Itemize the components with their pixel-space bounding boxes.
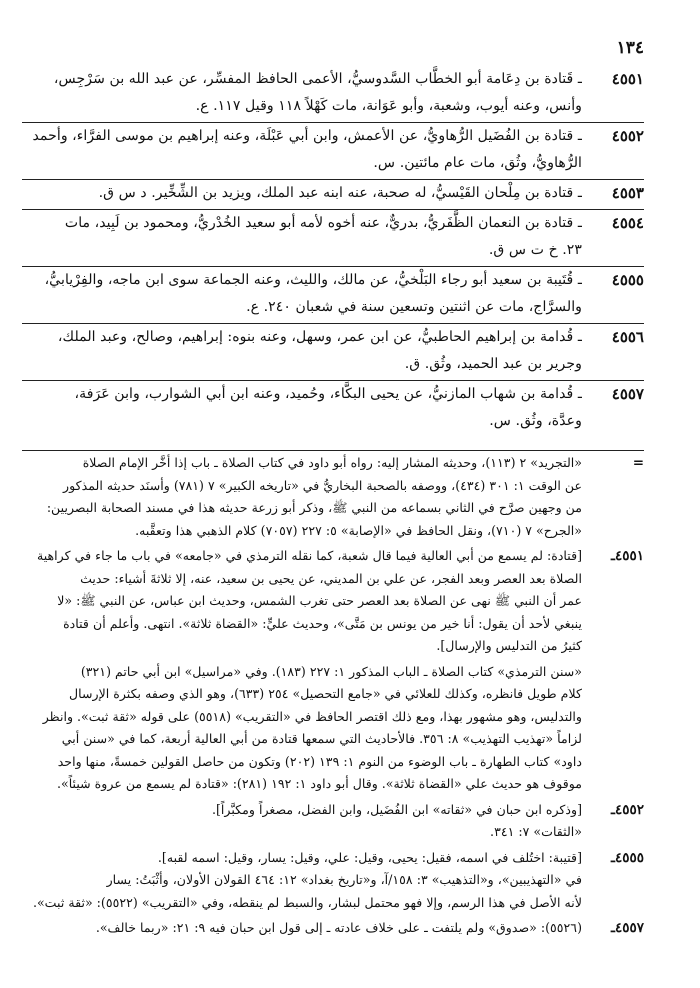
entrie-text-line: وجرير بن عبد الحميد، وثُق. ق.	[404, 356, 582, 372]
entrie-item	[22, 210, 644, 264]
note-text-line: في «التهذيبين»، و«التذهيب» ٣: ١٥٨/آ، و«تاريخ بغداد» ١٢: ٤٦٤ القولان الأولان، وأثْبَتُ: يسار	[106, 872, 582, 887]
entrie-text-line: ـ قتادة بن مِلْحان القَيْسيُّ، له صحبة، عنه ابنه عبد الملك، ويزيد بن الشِّخِّير. د س ق.	[98, 185, 582, 201]
note-item	[22, 661, 644, 796]
entrie-text-line: وأنس، وعنه أيوب، وشعبة، وأبو عَوَانة، مات كَهْلاً ١١٨ وقيل ١١٧. ع.	[195, 98, 582, 114]
entrie-text-line: الرُّهاويُّ، وثُق، مات عام مائتين. س.	[373, 155, 582, 171]
note-text-line: لأنه الأصل في هذا الرسم، وإلا فهو محتمل لبشار، والسبط لم ينقطه، وفي «التقريب» (٥٥٢٢): «ثقة ثبت».	[32, 894, 582, 910]
note-text-line: (٥٥٢٦): «صدوق» ولم يلتفت ـ على خلاف عادته ـ إلى قول ابن حبان فيه ٩: ٢١: «ربما خالف».	[95, 920, 582, 935]
note-text-line: الصلاة بعد العصر وبعد الفجر، عن علي بن المديني، عن يحيى بن سعيد، عنه، إلا ثلاثةَ أشياء: حديث	[80, 570, 582, 586]
entrie-text-line: والسرَّاج، مات عن اثنتين وتسعين سنة في شعبان ٢٤٠. ع.	[246, 299, 582, 315]
entrie-number: ٤٥٥١	[611, 70, 644, 88]
entrie-item	[22, 324, 644, 378]
footnote-separator	[22, 450, 644, 451]
note-text-line: عن الوقت ١: ٣٠١ (٤٣٤)، ووصفه بالصحبة البخاريُّ في «تاريخه الكبير» ٧ (٧٨١) وأسنَد حديثه المذكور	[63, 477, 582, 493]
entrie-number: ٤٥٥٤	[611, 214, 644, 232]
note-number: ٤٥٥٧ـ	[611, 920, 644, 936]
entrie-number: ٤٥٥٦	[611, 328, 644, 346]
entrie-text-line: ـ قُتَيبة بن سعيد أبو رجاء البَلْخيُّ، عن مالك، والليث، وعنه الجماعة سوى ابن ماجه، والفِرْيابيُّ،	[44, 272, 582, 288]
note-number: ٤٥٥٢ـ	[611, 801, 644, 818]
note-text-line: «سنن الترمذي» كتاب الصلاة ـ الباب المذكور ١: ٢٢٧ (١٨٣). وفي «مراسيل» ابن أبي حاتم (٣٢١)	[80, 663, 582, 679]
entrie-item	[22, 180, 644, 207]
entrie-text-line: ٢٣. خ ت س ق.	[488, 242, 582, 258]
entrie-number: ٤٥٥٣	[611, 184, 644, 202]
page-number: ١٣٤	[616, 38, 644, 58]
entrie-item	[22, 66, 644, 120]
note-text-line: من وجهين صرَّح في الثاني بسماعه من النبي ﷺ، وذكر أبو زرعة حديثه هذا في مسند الصحابة البصريين:	[46, 500, 582, 515]
note-text-line: «الثقات» ٧: ٣٤١.	[490, 824, 582, 839]
entrie-text-line: ـ قُدامة بن إبراهيم الحاطبيُّ، عن ابن عمر، وسهل، وعنه بنوه: إبراهيم، وصالح، وعبد الملك،	[57, 329, 582, 345]
note-text-line: داود» كتاب الطهارة ـ باب الوضوء من النوم ١: ١٣٩ (٢٠٢) وتكون من حاصل القولين خمسةً، منها واحد	[57, 753, 582, 769]
note-text-line: موقوف هو حديث علي «القضاة ثلاثة». وقال أبو داود ١: ١٩٢ (٢٨١): «قتادة لم يسمع من عروة شيئاً».	[56, 776, 582, 791]
note-text-line: «التجريد» ٢ (١١٣)، وحديثه المشار إليه: رواه أبو داود في كتاب الصلاة ـ باب إذا أخَّر الإمام الصلاة	[82, 455, 582, 470]
note-text-line: «الجرح» ٧ (٧١٠)، ونقل الحافظ في «الإصابة» ٥: ٢٢٧ (٧٠٥٧) كلام الذهبي هذا وتعقَّبه.	[135, 522, 582, 538]
note-text-line: [قتادة: لم يسمع من أبي العالية فيما قال شعبة، كما نقله الترمذي في «جامعه» في باب ما جاء في كراهية	[36, 548, 582, 563]
note-number: ٤٥٥١ـ	[611, 548, 644, 564]
note-text-line: [وذكره ابن حبان في «ثقاته» ابن الفُضَيل، وابن الفضل، مصغراً ومكبَّراً].	[212, 801, 582, 817]
note-number: ٤٥٥٥ـ	[611, 849, 644, 866]
note-item	[22, 799, 644, 844]
entrie-item	[22, 381, 644, 435]
entrie-number: ٤٥٥٧	[611, 385, 644, 403]
entrie-text-line: ـ قُدامة بن شهاب المازنيُّ، عن يحيى البكَّاء، وحُميد، وعنه ابن أبي الشوارب، وابن عَرَفة،	[74, 386, 582, 402]
footnotes	[22, 452, 644, 943]
entrie-text-line: ـ قتادة بن النعمان الظَّفَريُّ، بدريٌّ، عنه أخوه لأمه أبو سعيد الخُدْريُّ، ومحمود بن لَبِيد، مات	[64, 215, 582, 231]
note-item	[22, 545, 644, 658]
note-item	[22, 917, 644, 940]
note-item	[22, 847, 644, 915]
note-text-line: عمر أن النبي ﷺ نهى عن الصلاة بعد العصر حتى تغرب الشمس، وحديث ابن عباس، عن النبي ﷺ: «لا	[57, 593, 582, 608]
note-text-line: لزاماً «تهذيب التهذيب» ٨: ٣٥٦. فالأحاديث التي سمعها قتادة من أبي العالية أربعة، كما في «سنن أبي	[61, 731, 582, 746]
note-item	[22, 452, 644, 542]
note-text-line: [قتيبة: اختُلف في اسمه، فقيل: يحيى، وقيل: علي، وقيل: يسار، وقيل: اسمه لقبه].	[157, 849, 582, 865]
entrie-text-line: وعدَّة، وثُق. س.	[489, 413, 582, 429]
note-text-line: ينبغي لأحد أن يقول: أنا خير من يونس بن مَتَّى»، وحديث عليٍّ: «القضاة ثلاثة». انتهى. وأعلم أن قتادة	[63, 615, 582, 631]
note-text-line: والتدليس، وهو مشهور بهذا، ومع ذلك اقتصر الحافظ في «التقريب» (٥٥١٨) على قوله «ثقة ثبت». وانظر	[42, 708, 582, 724]
note-text-line: كلام طويل فانظره، وكذلك للعلائي في «جامع التحصيل» ٢٥٤ (٦٣٣)، وهو الذي وصفه بكثرة الإرسال	[68, 686, 582, 701]
note-text-line: كثيرُ من التدليس والإرسال].	[436, 638, 582, 653]
entrie-number: ٤٥٥٢	[611, 127, 644, 145]
biography-entries	[22, 66, 644, 437]
entrie-text-line: ـ قَتادة بن دِعَامة أبو الخطَّاب السَّدوسيُّ، الأعمى الحافظ المفسِّر، عن عبد الله بن سَرْجِس،	[53, 71, 582, 87]
note-number: =	[632, 455, 644, 471]
entrie-item	[22, 267, 644, 321]
entrie-text-line: ـ قتادة بن الفُضَيل الرُّهاويُّ، عن الأعمش، وابن أبي عَبْلَة، وعنه إبراهيم بن موسى الفرَّاء، وأحمد	[32, 128, 582, 144]
entrie-item	[22, 123, 644, 177]
entrie-number: ٤٥٥٥	[611, 271, 644, 289]
